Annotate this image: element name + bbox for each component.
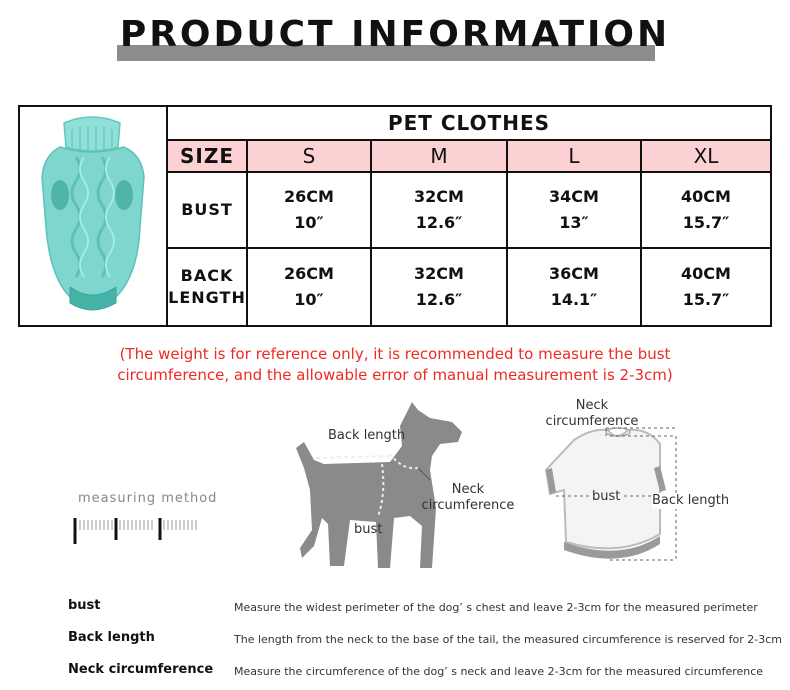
shirt-back-length-label: Back length bbox=[652, 493, 730, 508]
size-s: S bbox=[248, 141, 372, 171]
back-length-row bbox=[168, 249, 770, 325]
table-cell bbox=[248, 173, 372, 247]
bust-in-s: 10″ bbox=[294, 213, 324, 232]
page-title: PRODUCT INFORMATION bbox=[119, 14, 671, 55]
note-line1: (The weight is for reference only, it is recommended to measure the bust bbox=[119, 345, 671, 363]
table-cell bbox=[642, 173, 770, 247]
back-in-xl: 15.7″ bbox=[682, 290, 730, 309]
definition-text-neck: Measure the circumference of the dog’ s neck and leave 2-3cm for the measured circumference bbox=[234, 665, 764, 678]
back-in-m: 12.6″ bbox=[415, 290, 463, 309]
back-cm-m: 32CM bbox=[414, 264, 464, 283]
definition-text-back-length: The length from the neck to the base of the tail, the measured circumference is reserved for 2-3cm bbox=[234, 633, 782, 646]
dog-neck-line2: circumference bbox=[421, 498, 515, 513]
bust-row bbox=[168, 173, 770, 249]
back-cm-xl: 40CM bbox=[681, 264, 731, 283]
ruler-icon bbox=[72, 516, 202, 546]
back-label-line1: BACK bbox=[180, 266, 234, 285]
definition-term-back-length: Back length bbox=[68, 630, 155, 645]
back-label-line2: LENGTH bbox=[168, 288, 246, 307]
shirt-neck-line1: Neck bbox=[575, 398, 609, 413]
sweater-image bbox=[20, 107, 166, 325]
table-cell bbox=[508, 173, 642, 247]
table-cell bbox=[372, 173, 508, 247]
back-length-label bbox=[168, 249, 248, 325]
bust-in-l: 13″ bbox=[559, 213, 589, 232]
dog-diagram bbox=[290, 398, 520, 578]
definition-term-neck: Neck circumference bbox=[68, 662, 214, 677]
table-cell bbox=[248, 249, 372, 325]
bust-in-xl: 15.7″ bbox=[682, 213, 730, 232]
measuring-method-label: measuring method bbox=[78, 491, 218, 506]
note-line2: circumference, and the allowable error of manual measurement is 2-3cm) bbox=[117, 366, 673, 384]
back-in-l: 14.1″ bbox=[550, 290, 598, 309]
shirt-bust-label: bust bbox=[592, 489, 621, 504]
shirt-neck-label bbox=[540, 398, 644, 430]
shirt-diagram bbox=[536, 398, 736, 568]
table-cell bbox=[642, 249, 770, 325]
back-cm-s: 26CM bbox=[284, 264, 334, 283]
size-l: L bbox=[508, 141, 642, 171]
bust-cm-l: 34CM bbox=[549, 187, 599, 206]
size-m: M bbox=[372, 141, 508, 171]
bust-cm-xl: 40CM bbox=[681, 187, 731, 206]
definition-term-bust: bust bbox=[68, 598, 101, 613]
dog-back-length-label: Back length bbox=[328, 428, 406, 443]
bust-cm-s: 26CM bbox=[284, 187, 334, 206]
table-heading: PET CLOTHES bbox=[168, 107, 770, 141]
table-cell bbox=[372, 249, 508, 325]
bust-cm-m: 32CM bbox=[414, 187, 464, 206]
measurement-note bbox=[0, 344, 790, 386]
size-row bbox=[168, 141, 770, 173]
size-table bbox=[18, 105, 772, 327]
dog-neck-line1: Neck bbox=[451, 482, 485, 497]
size-xl: XL bbox=[693, 144, 719, 168]
bust-in-m: 12.6″ bbox=[415, 213, 463, 232]
size-label: SIZE bbox=[168, 141, 248, 171]
shirt-neck-line2: circumference bbox=[545, 414, 639, 429]
table-cell bbox=[508, 249, 642, 325]
product-image-cell bbox=[20, 107, 168, 325]
bust-label: BUST bbox=[168, 173, 248, 247]
dog-bust-label: bust bbox=[354, 522, 383, 537]
back-in-s: 10″ bbox=[294, 290, 324, 309]
definition-text-bust: Measure the widest perimeter of the dog’ s chest and leave 2-3cm for the measured perimeter bbox=[234, 601, 758, 614]
dog-neck-label bbox=[420, 482, 516, 514]
back-cm-l: 36CM bbox=[549, 264, 599, 283]
